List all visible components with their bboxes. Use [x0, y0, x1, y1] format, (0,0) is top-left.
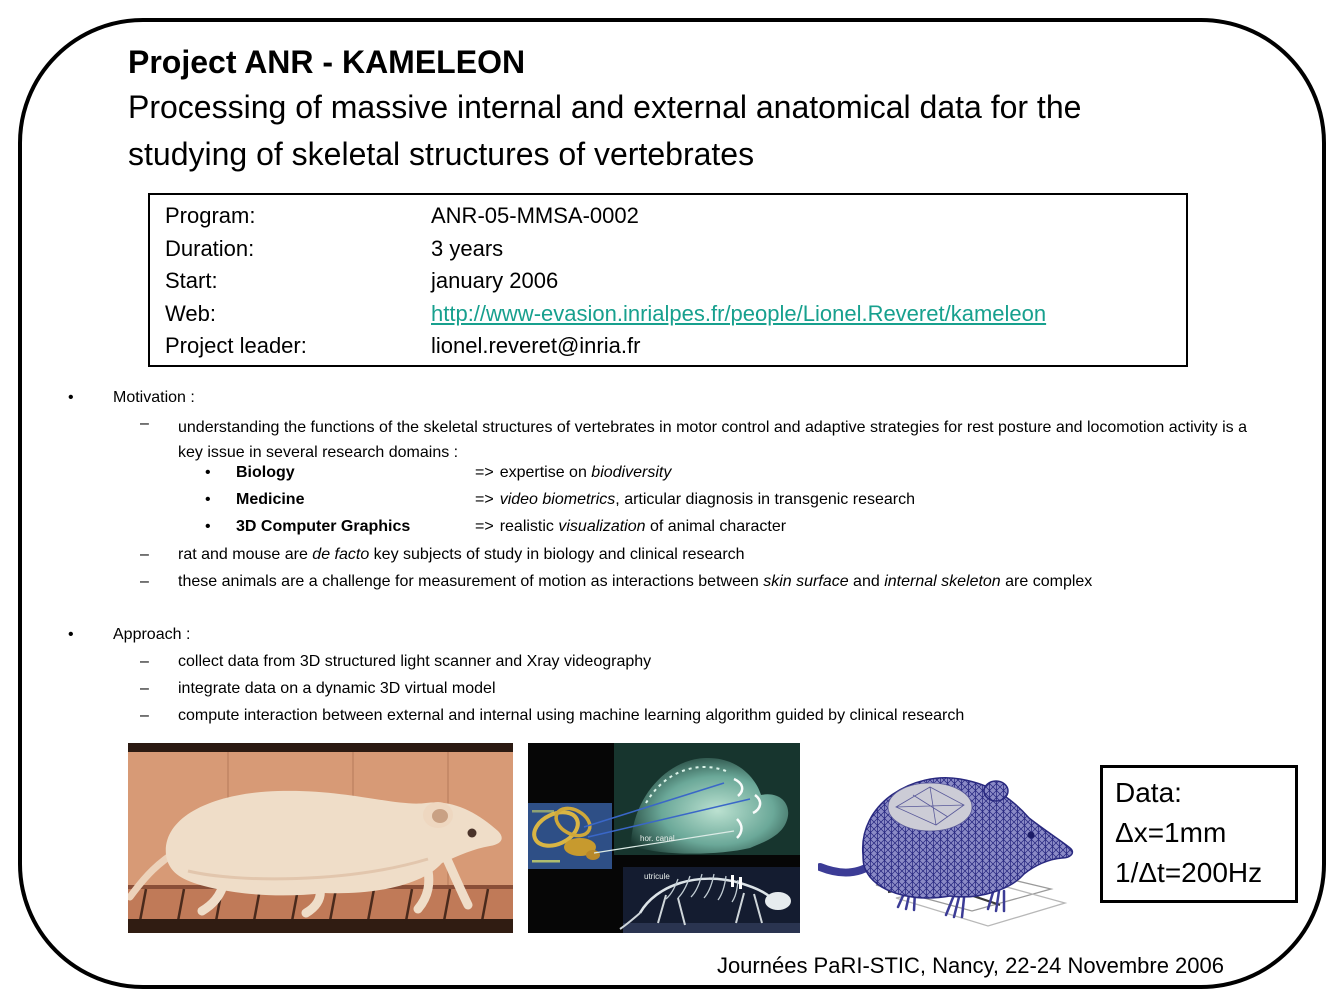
motivation-fact1: rat and mouse are de facto key subjects of study in biology and clinical research [178, 546, 745, 563]
approach-heading: Approach : [113, 626, 191, 643]
domain-row-3d-graphics [205, 518, 786, 536]
conference-footer: Journées PaRI-STIC, Nancy, 22-24 Novembre 2006 [716, 953, 1224, 978]
arrow-glyph: => [475, 518, 494, 535]
info-row-start [165, 265, 1186, 298]
dash-marker: – [140, 546, 149, 563]
domain-row-biology [205, 464, 671, 482]
domain-desc-medicine: video biometrics, articular diagnosis in transgenic research [499, 491, 915, 508]
duration-value: 3 years [431, 235, 504, 261]
domain-desc-3d-graphics: realistic visualization of animal character [499, 518, 787, 535]
data-parameters-box [1100, 765, 1298, 903]
xray-skeleton-composite [528, 743, 800, 933]
domain-row-medicine [205, 491, 915, 509]
bullet-marker: • [68, 389, 74, 406]
dash-marker: – [140, 415, 149, 432]
title-block [128, 40, 1081, 178]
data-box-dx: Δx=1mm [1115, 817, 1227, 848]
domain-term-3d-graphics: 3D Computer Graphics [236, 518, 411, 535]
dash-marker: – [140, 707, 149, 724]
info-row-program [165, 200, 1186, 233]
rat-treadmill-photo [128, 743, 513, 933]
motivation-intro: understanding the functions of the skeletal structures of vertebrates in motor control and adaptive strategies for rest posture and locomotion activity is a key issue in several research domains : [178, 419, 1248, 461]
web-link[interactable]: http://www-evasion.inrialpes.fr/people/Lionel.Reveret/kameleon [431, 300, 1047, 326]
start-label: Start: [165, 268, 218, 293]
duration-label: Duration: [165, 235, 255, 261]
dash-marker: – [140, 653, 149, 670]
rat-eye [468, 829, 477, 838]
dash-marker: – [140, 680, 149, 697]
project-leader-label: Project leader: [165, 333, 307, 358]
approach-item-3: compute interaction between external and internal using machine learning algorithm guided by clinical research [178, 707, 965, 724]
dash-marker: – [140, 573, 149, 590]
program-value: ANR-05-MMSA-0002 [431, 203, 639, 228]
info-row-web [165, 298, 1186, 331]
xray-label-canal: hor. canal [640, 834, 675, 843]
page-title: Project ANR - KAMELEON [128, 44, 526, 80]
info-row-duration [165, 233, 1186, 266]
mesh-eye [1028, 832, 1035, 839]
page-subtitle-line2: studying of skeletal structures of vertebrates [128, 136, 755, 172]
rat-3d-mesh-model [818, 745, 1080, 935]
domain-desc-biology: expertise on biodiversity [499, 464, 672, 481]
bullet-marker: • [68, 626, 74, 643]
arrow-glyph: => [475, 491, 494, 508]
approach-item-2: integrate data on a dynamic 3D virtual model [178, 680, 496, 697]
arrow-glyph: => [475, 464, 494, 481]
domain-term-medicine: Medicine [236, 491, 305, 508]
motivation-fact2: these animals are a challenge for measurement of motion as interactions between skin surface and internal skeleton are complex [178, 573, 1093, 590]
skeleton-skull [765, 892, 791, 910]
project-leader-value: lionel.reveret@inria.fr [431, 333, 641, 358]
bullet-marker: • [205, 491, 211, 508]
bullet-marker: • [205, 464, 211, 481]
approach-item-1: collect data from 3D structured light scanner and Xray videography [178, 653, 652, 670]
info-row-leader [165, 330, 1186, 363]
domain-term-biology: Biology [236, 464, 295, 481]
xray-label-utricule: utricule [644, 872, 670, 881]
data-box-title: Data: [1115, 777, 1182, 808]
start-value: january 2006 [431, 268, 559, 293]
data-box-rate: 1/Δt=200Hz [1115, 857, 1263, 888]
project-info-box [148, 193, 1188, 367]
page-subtitle-line1: Processing of massive internal and external anatomical data for the [128, 89, 1082, 125]
motivation-heading: Motivation : [113, 389, 195, 406]
bullet-marker: • [205, 518, 211, 535]
web-label: Web: [165, 300, 216, 326]
program-label: Program: [165, 203, 256, 228]
